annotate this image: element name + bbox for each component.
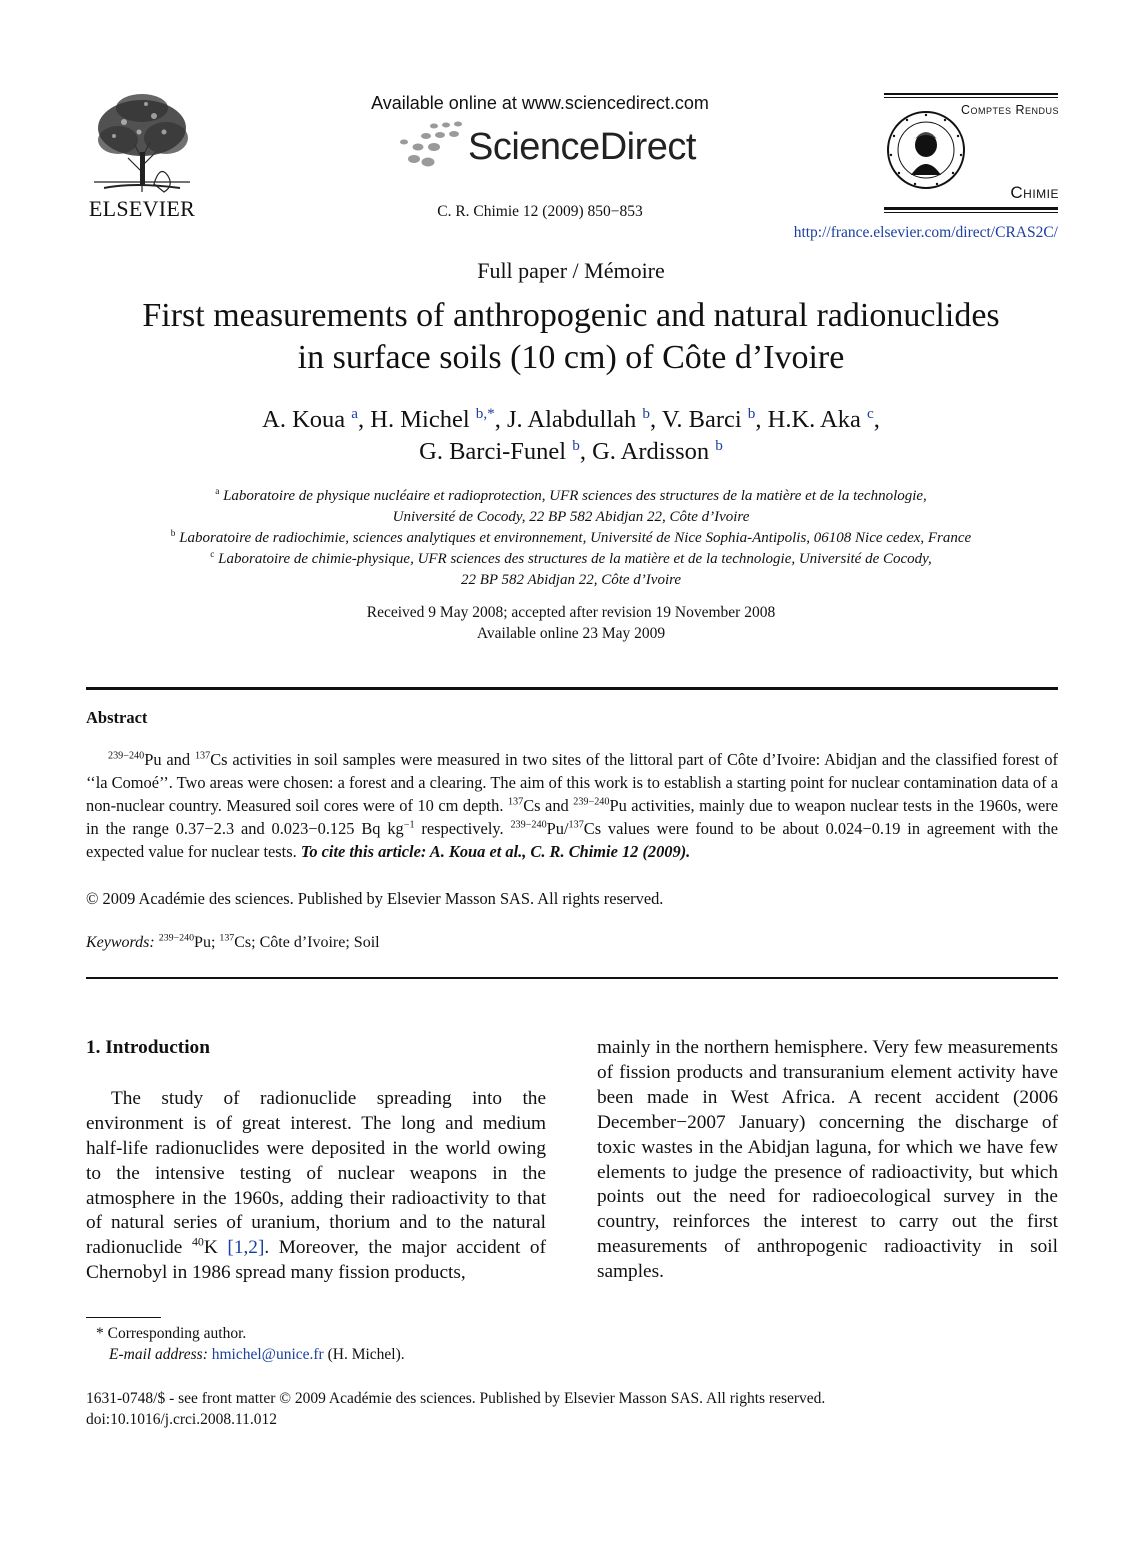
academy-seal-icon (885, 109, 967, 191)
available-date: Available online 23 May 2009 (476, 625, 666, 642)
author-affiliation-mark[interactable]: b (715, 436, 723, 454)
author-affiliation-mark[interactable]: b (642, 404, 650, 422)
reference-link[interactable]: [1,2] (227, 1237, 265, 1259)
journal-citation: C. R. Chimie 12 (2009) 850−853 (437, 203, 643, 220)
section-heading: 1. Introduction (86, 1037, 210, 1058)
author-list (0, 404, 1134, 468)
right-column (597, 1036, 1058, 1285)
author-name[interactable]: G. Barci-Funel (419, 438, 567, 465)
comptes-rendus-logo (884, 93, 1059, 218)
author-name[interactable]: V. Barci (661, 406, 742, 433)
affiliation-c-cont: 22 BP 582 Abidjan 22, Côte d’Ivoire (460, 572, 682, 588)
doi-line[interactable]: doi:10.1016/j.crci.2008.11.012 (86, 1411, 278, 1428)
footnote (96, 1323, 405, 1365)
author-name[interactable]: H.K. Aka (767, 406, 861, 433)
issn-line: 1631-0748/$ - see front matter © 2009 Académie des sciences. Published by Elsevier Masson SAS. All rights reserved. (86, 1390, 826, 1407)
author-affiliation-mark[interactable]: a (351, 404, 359, 422)
abstract-heading: Abstract (86, 708, 148, 727)
author-name[interactable]: A. Koua (262, 406, 346, 433)
author-affiliation-mark[interactable]: b (747, 404, 756, 422)
sciencedirect-dots-icon (396, 120, 468, 170)
article-title (0, 295, 1134, 379)
author-line1: A. Koua $^a$, H. Michel $^{b,*}$, J. Alabdullah $^b$, V. Barci $^b$, H.K. Aka $^c$, (262, 404, 880, 433)
author-line2: G. Barci-Funel $^b$, G. Ardisson $^b$ (419, 436, 723, 465)
keywords: Keywords: $^{239-240}$Pu; $^{137}$Cs; Côte d’Ivoire; Soil (86, 932, 380, 951)
available-online-text[interactable]: Available online at www.sciencedirect.com (371, 93, 709, 113)
intro-paragraph-cont: mainly in the northern hemisphere. Very few measurements of fission products and transuranium element activity have been made in West Africa. A recent accident (2006 December−2007 January) concerning the discharge of toxic wastes in the Abidjan laguna, for which we have few elements to judge the presence of radioactivity, but which points out the need for radioecological survey in the country, reinforces the interest to carry out the first measurements of anthropogenic radioactivity in soil samples. (597, 1037, 1058, 1283)
abstract-top-rule (86, 687, 1058, 690)
cite-this-article: To cite this article: A. Koua et al., C. R. Chimie 12 (2009). (300, 842, 691, 862)
author-affiliation-mark[interactable]: b (572, 436, 580, 454)
author-name[interactable]: G. Ardisson (592, 438, 710, 465)
corresponding-author: * Corresponding author. (96, 1325, 247, 1342)
sciencedirect-brand: ScienceDirect (468, 126, 696, 168)
journal-name-bottom: Chimie (1010, 183, 1059, 202)
received-date: Received 9 May 2008; accepted after revision 19 November 2008 (366, 604, 776, 621)
intro-paragraph: The study of radionuclide spreading into the environment is of great interest. The long and medium half-life radionuclides were deposited in the world owing to the intensive testing of nuclear weapons in the atmosphere in the 1960s, adding their radioactivity to that of natural series of uranium, thorium and to the natural radionuclide $^{40}$K [1,2]. Moreover, the major accident of Chernobyl in 1986 spread many fission products, (86, 1087, 546, 1284)
author-name[interactable]: J. Alabdullah (506, 406, 637, 433)
affiliation-c: $^c$ Laboratoire de chimie-physique, UFR sciences des structures de la matière et de la technologie, Université de Cocody, (210, 550, 932, 567)
abstract-copyright: © 2009 Académie des sciences. Published by Elsevier Masson SAS. All rights reserved. (86, 889, 664, 908)
email-link[interactable]: hmichel@unice.fr (211, 1346, 324, 1363)
affiliation-a-cont: Université de Cocody, 22 BP 582 Abidjan 22, Côte d’Ivoire (392, 509, 750, 525)
left-column (86, 1036, 546, 1286)
abstract-body: $^{239-240}$Pu and $^{137}$Cs activities in soil samples were measured in two sites of the littoral part of Côte d’Ivoire: Abidjan and the classified forest of ‘‘la Comoé’’. Two areas were chosen: a forest and a clearing. The aim of this work is to establish a starting point for nuclear contamination data of a non-nuclear country. Measured soil cores were of 10 cm depth. $^{137}$Cs and $^{239-240}$Pu activities, mainly due to weapon nuclear tests in the 1960s, were in the range 0.37−2.3 and 0.023−0.125 Bq $kg^{-1}$ respectively. $^{239-240}$Pu/$^{137}$Cs values were found to be about 0.024−0.19 in agreement with the expected value for nuclear tests. To cite this article: A. Koua et al., C. R. Chimie 12 (2009). (86, 750, 1058, 862)
article-history (0, 602, 1134, 644)
author-affiliation-mark[interactable]: b,* (475, 404, 495, 422)
elsevier-tree-icon (84, 92, 200, 196)
journal-name-top: Comptes Rendus (960, 103, 1059, 117)
journal-url-link[interactable]: http://france.elsevier.com/direct/CRAS2C/ (793, 224, 1058, 241)
article-title-line2: in surface soils (10 cm) of Côte d’Ivoire (297, 339, 845, 376)
article-type: Full paper / Mémoire (477, 258, 665, 283)
keywords-label: Keywords: (86, 934, 155, 951)
article-title-line1: First measurements of anthropogenic and natural radionuclides (142, 297, 1000, 334)
publisher-name: ELSEVIER (88, 196, 196, 221)
footnote-rule (86, 1317, 161, 1318)
affiliations (0, 486, 1134, 591)
abstract-bottom-rule (86, 977, 1058, 979)
sciencedirect-logo[interactable] (396, 120, 696, 172)
page-footer (86, 1388, 825, 1430)
elsevier-logo (84, 92, 200, 222)
affiliation-a: $^a$ Laboratoire de physique nucléaire et radioprotection, UFR sciences des structures de la matière et de la technologie, (215, 487, 927, 504)
affiliation-b: $^b$ Laboratoire de radiochimie, sciences analytiques et environnement, Université de Nice Sophia-Antipolis, 06108 Nice cedex, France (170, 529, 972, 546)
email-line: E-mail address: hmichel@unice.fr (H. Michel). (109, 1346, 405, 1363)
author-name[interactable]: H. Michel (370, 406, 470, 433)
author-affiliation-mark[interactable]: c (866, 404, 874, 422)
